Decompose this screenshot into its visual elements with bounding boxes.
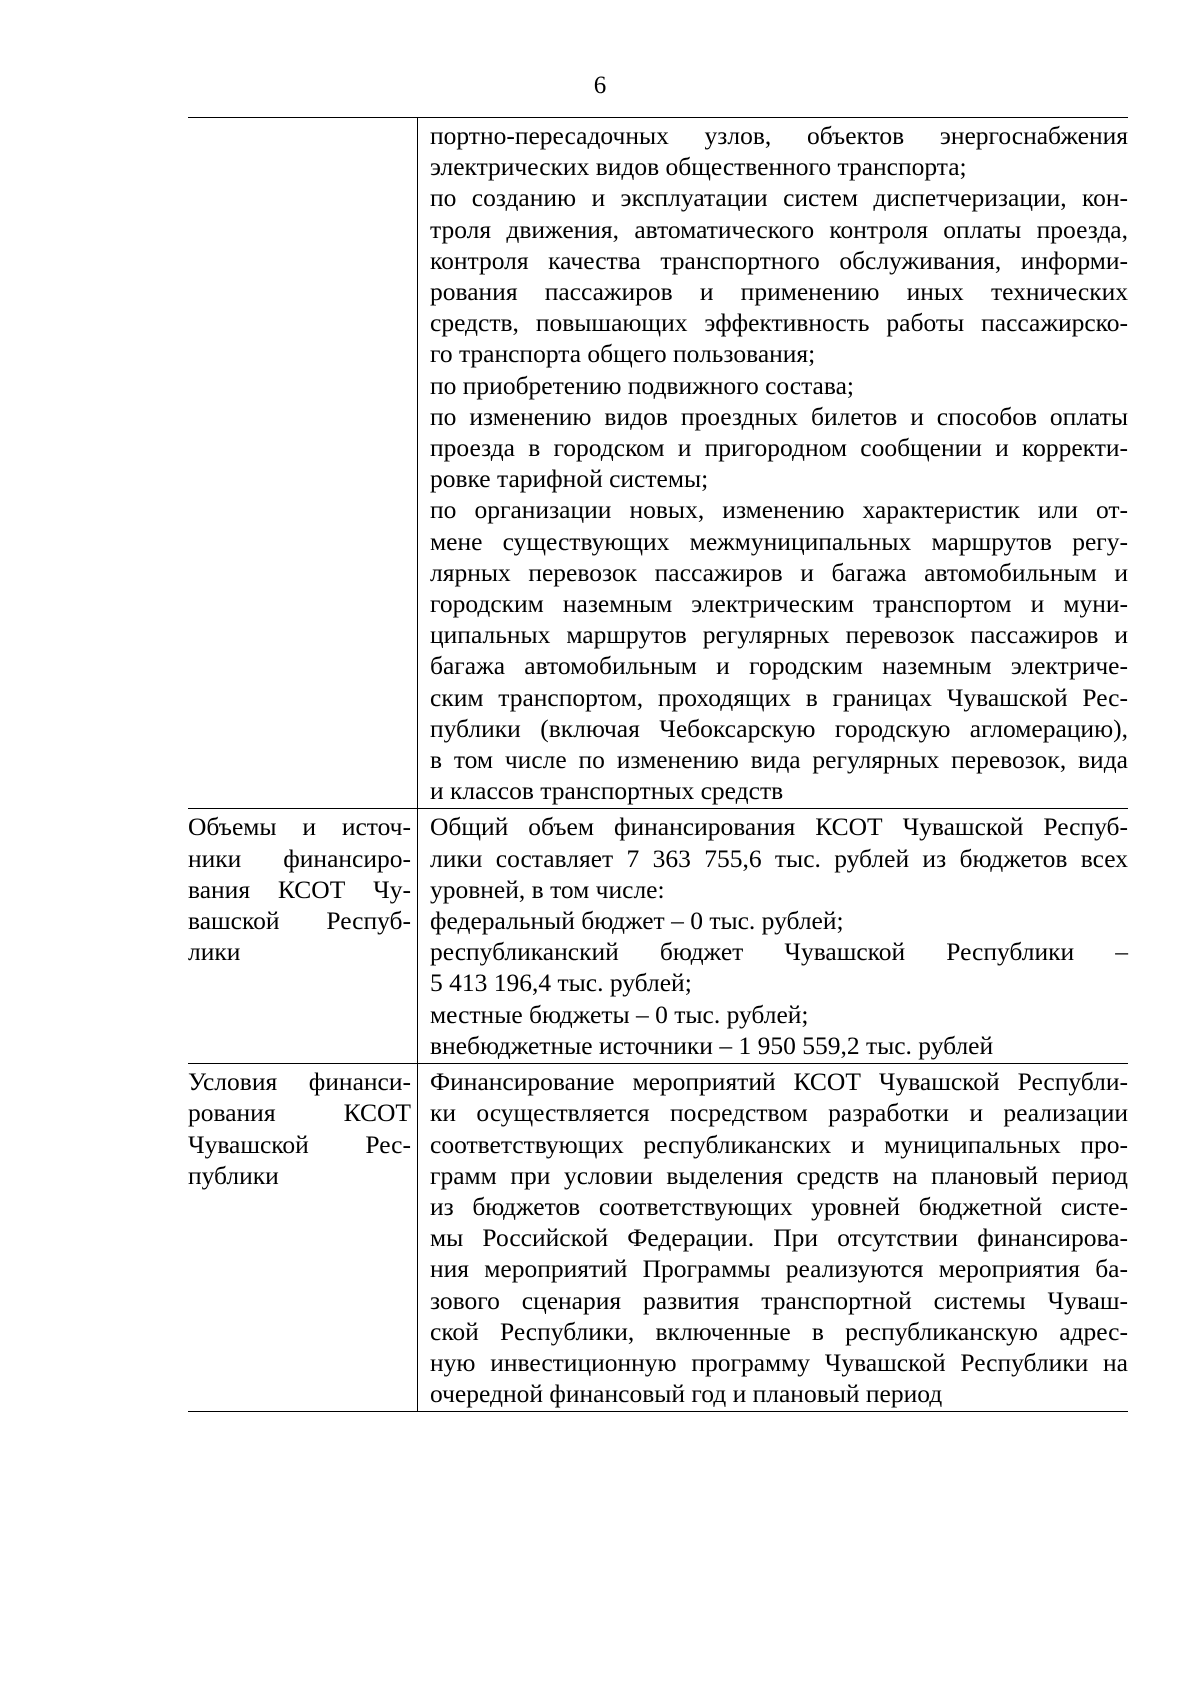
text-line: проезда в городском и пригородном сообщении и корректи- (430, 433, 1128, 463)
row-content-cell (418, 1064, 1129, 1412)
text-line: уровней, в том числе: (430, 874, 665, 904)
text-line: электрических видов общественного транспорта; (430, 152, 967, 182)
text-line: ципальных маршрутов регулярных перевозок пассажиров и (430, 620, 1128, 650)
text-line: вания КСОТ Чу- (188, 874, 411, 904)
text-line: 5 413 196,4 тыс. рублей; (430, 968, 692, 998)
text-line: грамм при условии выделения средств на плановый период (430, 1160, 1128, 1190)
text-line: портно-пересадочных узлов, объектов энергоснабжения (430, 121, 1128, 150)
text-line: контроля качества транспортного обслуживания, информи- (430, 245, 1128, 275)
row-label-cell (188, 809, 418, 1064)
table-row-financing-conditions (188, 1064, 1128, 1412)
text-line: по приобретению подвижного состава; (430, 370, 854, 400)
text-line: публики (188, 1160, 279, 1190)
text-line: рования пассажиров и применению иных технических (430, 277, 1128, 307)
text-line: средств, повышающих эффективность работы пассажирско- (430, 308, 1128, 338)
text-line: из бюджетов соответствующих уровней бюджетной систе- (430, 1191, 1128, 1221)
text-line: местные бюджеты – 0 тыс. рублей; (430, 999, 809, 1029)
text-line: ную инвестиционную программу Чувашской Республики на (430, 1347, 1128, 1377)
text-line: городским наземным электрическим транспортом и муни- (430, 589, 1128, 619)
text-line: по созданию и эксплуатации систем диспетчеризации, кон- (430, 183, 1128, 213)
text-line: рования КСОТ (188, 1098, 411, 1128)
text-line: публики (включая Чебоксарскую городскую агломерацию), (430, 713, 1128, 743)
text-line: ки осуществляется посредством разработки и реализации (430, 1098, 1128, 1128)
text-line: вашской Респуб- (188, 906, 411, 936)
text-line: в том числе по изменению вида регулярных перевозок, вида (430, 745, 1128, 775)
text-line: соответствующих республиканских и муниципальных про- (430, 1129, 1128, 1159)
text-line: мы Российской Федерации. При отсутствии финансирова- (430, 1223, 1128, 1253)
text-line: республиканский бюджет Чувашской Республики – (430, 937, 1128, 967)
text-line: го транспорта общего пользования; (430, 339, 816, 369)
table-row-financing-volumes (188, 809, 1128, 1064)
text-line: по организации новых, изменению характеристик или от- (430, 495, 1128, 525)
text-line: мене существующих межмуниципальных маршрутов регу- (430, 526, 1128, 556)
text-line: зового сценария развития транспортной системы Чуваш- (430, 1285, 1128, 1315)
row-label-cell (188, 118, 418, 809)
text-line: ским транспортом, проходящих в границах Чувашской Рес- (430, 682, 1128, 712)
program-passport-table (188, 117, 1128, 1412)
text-line: ники финансиро- (188, 843, 411, 873)
text-line: ровке тарифной системы; (430, 464, 709, 494)
text-line: Общий объем финансирования КСОТ Чувашской Респуб- (430, 812, 1128, 842)
text-line: ской Республики, включенные в республиканскую адрес- (430, 1316, 1128, 1346)
text-line: и классов транспортных средств (430, 776, 784, 806)
text-line: очередной финансовый год и плановый период (430, 1379, 943, 1409)
text-line: ния мероприятий Программы реализуются мероприятия ба- (430, 1254, 1128, 1284)
text-line: Финансирование мероприятий КСОТ Чувашской Республи- (430, 1067, 1128, 1097)
text-line: лики (188, 937, 241, 967)
row-content-cell (418, 118, 1129, 809)
text-line: Чувашской Рес- (188, 1129, 411, 1159)
text-line: лярных перевозок пассажиров и багажа автомобильным и (430, 557, 1128, 587)
text-line: внебюджетные источники – 1 950 559,2 тыс. рублей (430, 1030, 994, 1060)
page-number: 6 (593, 72, 607, 99)
text-line: троля движения, автоматического контроля оплаты проезда, (430, 214, 1128, 244)
row-label-cell (188, 1064, 418, 1412)
row-content-cell (418, 809, 1129, 1064)
text-line: лики составляет 7 363 755,6 тыс. рублей из бюджетов всех (430, 843, 1128, 873)
table-row-measures-continued (188, 118, 1128, 809)
text-line: федеральный бюджет – 0 тыс. рублей; (430, 906, 844, 936)
text-line: Условия финанси- (188, 1067, 411, 1097)
text-line: Объемы и источ- (188, 812, 411, 842)
text-line: по изменению видов проездных билетов и способов оплаты (430, 401, 1128, 431)
text-line: багажа автомобильным и городским наземным электриче- (430, 651, 1128, 681)
